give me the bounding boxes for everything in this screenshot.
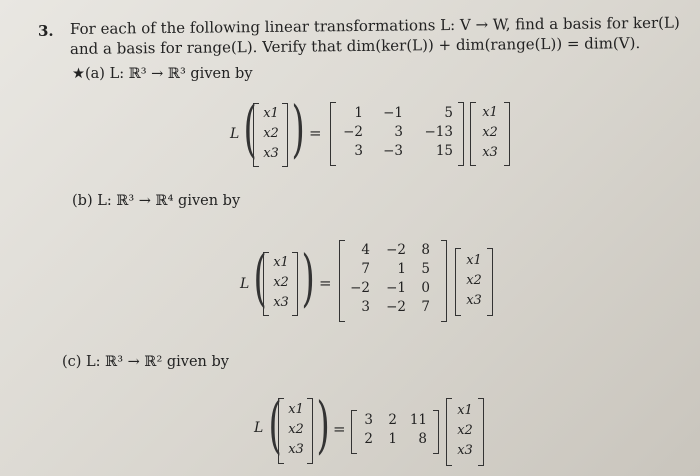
- matrix-cell: 11: [409, 412, 427, 428]
- part-c-equals: =: [333, 420, 346, 438]
- matrix-cell: 3: [354, 143, 363, 159]
- part-c-vec-bracket-right: [307, 398, 313, 464]
- part-b-matrix-row: [345, 241, 435, 260]
- part-b-matrix: [345, 241, 435, 317]
- part-c-vector-x: [451, 401, 479, 461]
- matrix-cell: −3: [383, 143, 403, 159]
- part-a-matrix-row: [336, 123, 458, 142]
- vector-entry: x2: [273, 275, 289, 290]
- part-a-matrix: [336, 104, 458, 161]
- part-b-label: (b) L: ℝ³ → ℝ⁴ given by: [72, 193, 241, 209]
- matrix-cell: 4: [361, 242, 370, 258]
- part-a-vec2-bracket-right: [504, 102, 510, 166]
- part-c-input-vector: [283, 400, 309, 460]
- part-c-label: (c) L: ℝ³ → ℝ² given by: [62, 354, 229, 370]
- part-b-equals: =: [319, 274, 332, 292]
- part-b-matrix-row: [345, 298, 435, 317]
- part-c-matrix-row: [356, 430, 432, 449]
- part-b-matrix-bracket-right: [441, 240, 447, 322]
- part-a-left-paren: (: [243, 92, 257, 165]
- vector-entry: x2: [288, 422, 304, 437]
- matrix-cell: 1: [388, 431, 397, 447]
- vector-entry: x3: [273, 295, 289, 310]
- matrix-cell: −2: [350, 280, 370, 296]
- matrix-cell: −2: [343, 124, 363, 140]
- vector-entry: x1: [457, 403, 473, 418]
- matrix-cell: 2: [388, 412, 397, 428]
- matrix-cell: −1: [386, 280, 406, 296]
- part-b-input-vector: [268, 253, 294, 313]
- part-c-right-paren: ): [316, 388, 330, 461]
- matrix-cell: 5: [421, 261, 430, 277]
- matrix-cell: 8: [421, 242, 430, 258]
- vector-entry: x3: [457, 443, 473, 458]
- part-a-var-x1: x1: [263, 106, 279, 121]
- vector-entry: x2: [482, 125, 498, 140]
- part-c-vec2-bracket-right: [478, 398, 484, 466]
- vector-entry: x2: [466, 273, 482, 288]
- vector-entry: x2: [457, 423, 473, 438]
- part-b-L: L: [240, 276, 250, 292]
- matrix-cell: −2: [386, 242, 406, 258]
- vector-entry: x3: [466, 293, 482, 308]
- part-a-equals: =: [309, 124, 322, 142]
- matrix-cell: −13: [424, 124, 453, 140]
- matrix-cell: 0: [421, 280, 430, 296]
- problem-statement-line-2: and a basis for range(L). Verify that dim(ker(L)) + dim(range(L)) = dim(V).: [69, 34, 641, 58]
- matrix-cell: 8: [418, 431, 427, 447]
- part-c-matrix: [356, 411, 432, 449]
- matrix-cell: 1: [354, 105, 363, 121]
- vector-entry: x3: [288, 442, 304, 457]
- matrix-cell: 7: [421, 299, 430, 315]
- matrix-cell: 3: [364, 412, 373, 428]
- matrix-cell: 1: [397, 261, 406, 277]
- matrix-cell: 3: [394, 124, 403, 140]
- part-a-vector-x: [475, 103, 505, 163]
- part-a-L: L: [230, 126, 240, 142]
- vector-entry: x3: [482, 145, 498, 160]
- matrix-cell: 3: [361, 299, 370, 315]
- vector-entry: x1: [466, 253, 482, 268]
- part-b-vec2-bracket-right: [487, 248, 493, 316]
- part-b-matrix-row: [345, 260, 435, 279]
- part-a-matrix-row: [336, 142, 458, 161]
- vector-entry: x1: [482, 105, 498, 120]
- part-c-L: L: [254, 420, 264, 436]
- part-a-matrix-row: [336, 104, 458, 123]
- part-b-vector-x: [460, 251, 488, 311]
- part-a-var-x2: x2: [263, 126, 279, 141]
- matrix-cell: 5: [444, 105, 453, 121]
- part-b-left-paren: (: [253, 241, 267, 314]
- matrix-cell: −2: [386, 299, 406, 315]
- part-a-input-vector: [258, 104, 284, 164]
- part-a-right-paren: ): [291, 92, 305, 165]
- part-b-vec-bracket-right: [292, 252, 298, 316]
- vector-entry: x1: [273, 255, 289, 270]
- part-a-matrix-bracket-right: [458, 102, 464, 166]
- matrix-cell: −1: [383, 105, 403, 121]
- matrix-cell: 15: [435, 143, 453, 159]
- matrix-cell: 2: [364, 431, 373, 447]
- part-c-left-paren: (: [268, 388, 282, 461]
- part-b-matrix-row: [345, 279, 435, 298]
- part-a-label: ★(a) L: ℝ³ → ℝ³ given by: [72, 66, 253, 82]
- part-a-vec-bracket-right: [282, 103, 288, 167]
- problem-number: 3.: [38, 22, 54, 40]
- vector-entry: x1: [288, 402, 304, 417]
- problem-statement-line-1: For each of the following linear transformations L: V → W, find a basis for ker(L): [69, 13, 680, 38]
- part-b-right-paren: ): [301, 241, 315, 314]
- part-c-matrix-bracket-right: [433, 410, 439, 454]
- part-c-matrix-row: [356, 411, 432, 430]
- matrix-cell: 7: [361, 261, 370, 277]
- part-a-var-x3: x3: [263, 146, 279, 161]
